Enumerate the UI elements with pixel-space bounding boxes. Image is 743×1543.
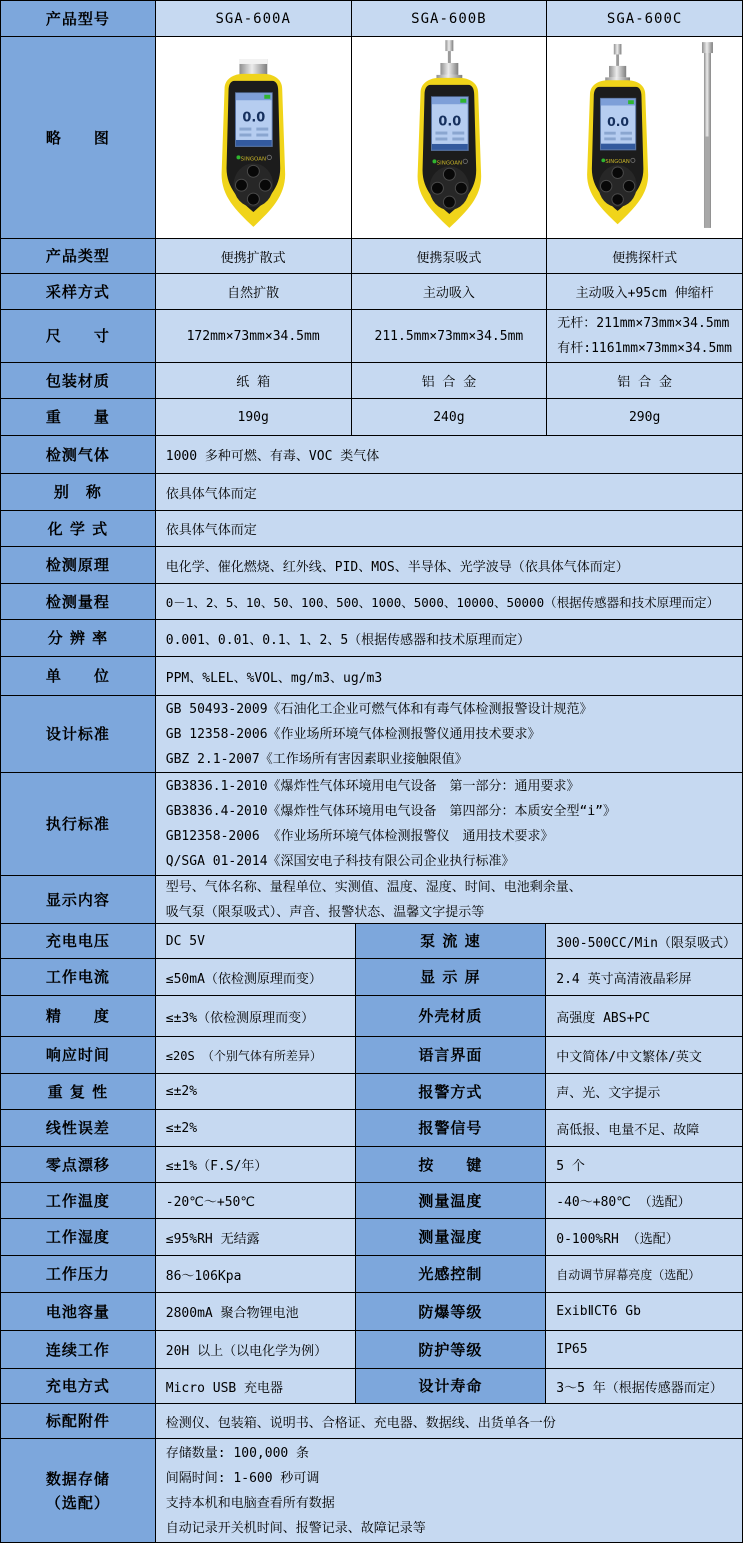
row-value [156, 773, 743, 876]
row-label [1, 1439, 156, 1543]
model-header-sga-600a: SGA-600A [156, 1, 352, 37]
brand-text: SINGOAN [240, 156, 266, 163]
row-value: 240g [352, 399, 548, 436]
table-header-row [1, 1, 743, 37]
spec-value: ≤±2% [156, 1074, 356, 1110]
table-row [1, 696, 743, 773]
brand-text: SINGOAN [436, 160, 462, 167]
spec-value: DC 5V [156, 924, 356, 959]
spec-label: 充电方式 [1, 1369, 156, 1404]
row-label: 检测量程 [1, 584, 156, 620]
row-value: 211.5mm×73mm×34.5mm [352, 310, 548, 363]
spec-label: 重 复 性 [1, 1074, 156, 1110]
spec-value: 中文简体/中文繁体/英文 [546, 1037, 743, 1074]
row-label: 分 辨 率 [1, 620, 156, 657]
spec-label: 响应时间 [1, 1037, 156, 1074]
storage-label-line: （选配） [45, 1493, 110, 1512]
spec-value: Micro USB 充电器 [156, 1369, 356, 1404]
product-image-sga-600b [352, 37, 548, 239]
table-row [1, 1369, 743, 1404]
spec-value: ≤50mA（依检测原理而变） [156, 959, 356, 996]
table-row [1, 996, 743, 1037]
display-content-line: 吸气泵（限泵吸式）、声音、报警状态、温馨文字提示等 [165, 904, 485, 920]
row-value: 依具体气体而定 [156, 511, 743, 547]
spec-value: ≤20S （个别气体有所差异） [156, 1037, 356, 1074]
spec-label: 零点漂移 [1, 1147, 156, 1183]
row-label: 重 量 [1, 399, 156, 436]
gas-detector-pump-image [352, 37, 547, 238]
table-row [1, 436, 743, 474]
storage-line: 支持本机和电脑查看所有数据 [165, 1495, 335, 1511]
row-label: 检测气体 [1, 436, 156, 474]
row-value: 自然扩散 [156, 274, 352, 310]
row-value: 172mm×73mm×34.5mm [156, 310, 352, 363]
spec-value: 3～5 年（根据传感器而定） [546, 1369, 743, 1404]
table-row [1, 1110, 743, 1147]
table-row [1, 1074, 743, 1110]
table-row [1, 1293, 743, 1331]
spec-value: 2800mA 聚合物锂电池 [156, 1293, 356, 1331]
spec-label: 工作电流 [1, 959, 156, 996]
row-label: 设计标准 [1, 696, 156, 773]
row-value: 便携扩散式 [156, 239, 352, 274]
gas-detector-probe-image [547, 37, 742, 238]
battery-icon [460, 99, 466, 103]
spec-value: ≤±1%（F.S/年） [156, 1147, 356, 1183]
row-label: 检测原理 [1, 547, 156, 584]
sketch-row [1, 37, 743, 239]
row-label: 尺 寸 [1, 310, 156, 363]
spec-label: 测量湿度 [356, 1219, 547, 1256]
table-row [1, 1037, 743, 1074]
spec-label: 充电电压 [1, 924, 156, 959]
row-value: 190g [156, 399, 352, 436]
spec-value: ≤±2% [156, 1110, 356, 1147]
table-row [1, 511, 743, 547]
row-value: 0.001、0.01、0.1、1、2、5（根据传感器和技术原理而定） [156, 620, 743, 657]
table-row [1, 1331, 743, 1369]
standard-line: GB3836.1-2010《爆炸性气体环境用电气设备 第一部分：通用要求》 [165, 779, 580, 794]
table-row [1, 1147, 743, 1183]
row-value: 290g [547, 399, 743, 436]
table-row [1, 1256, 743, 1293]
table-row [1, 584, 743, 620]
table-row [1, 876, 743, 924]
spec-value: ≤±3%（依检测原理而变） [156, 996, 356, 1037]
sketch-label: 略 图 [1, 37, 156, 239]
table-row [1, 547, 743, 584]
gas-detector-diffusion-image [156, 37, 351, 238]
row-value: 主动吸入 [352, 274, 548, 310]
row-label: 采样方式 [1, 274, 156, 310]
product-image-sga-600a [156, 37, 352, 239]
spec-label: 工作压力 [1, 1256, 156, 1293]
table-row [1, 1219, 743, 1256]
header-label: 产品型号 [1, 1, 156, 37]
row-value: 便携探杆式 [547, 239, 743, 274]
row-value [156, 876, 743, 924]
storage-line: 存储数量: 100,000 条 [165, 1445, 310, 1461]
row-value: 主动吸入+95cm 伸缩杆 [547, 274, 743, 310]
row-value: 铝 合 金 [547, 363, 743, 399]
row-value [156, 696, 743, 773]
row-value: 依具体气体而定 [156, 474, 743, 511]
standard-line: Q/SGA 01-2014《深国安电子科技有限公司企业执行标准》 [165, 854, 515, 869]
row-label: 标配附件 [1, 1404, 156, 1439]
row-label: 别 称 [1, 474, 156, 511]
spec-value: 高低报、电量不足、故障 [546, 1110, 743, 1147]
table-row [1, 474, 743, 511]
spec-value: -20℃～+50℃ [156, 1183, 356, 1219]
row-value [156, 1439, 743, 1543]
spec-label: 外壳材质 [356, 996, 547, 1037]
table-row [1, 657, 743, 696]
battery-icon [628, 100, 634, 104]
table-row [1, 773, 743, 876]
table-row [1, 274, 743, 310]
table-row [1, 399, 743, 436]
standard-line: GBZ 2.1-2007《工作场所有害因素职业接触限值》 [165, 751, 468, 767]
storage-label-line: 数据存储 [45, 1469, 110, 1488]
row-label: 单 位 [1, 657, 156, 696]
row-label: 化 学 式 [1, 511, 156, 547]
spec-value: ≤95%RH 无结露 [156, 1219, 356, 1256]
spec-label: 显 示 屏 [356, 959, 547, 996]
spec-value: 20H 以上（以电化学为例） [156, 1331, 356, 1369]
spec-value: 5 个 [546, 1147, 743, 1183]
row-label: 显示内容 [1, 876, 156, 924]
spec-value: 自动调节屏幕亮度（选配） [546, 1256, 743, 1293]
battery-icon [264, 95, 270, 99]
row-value: 检测仪、包装箱、说明书、合格证、充电器、数据线、出货单各一份 [156, 1404, 743, 1439]
spec-value: 高强度 ABS+PC [546, 996, 743, 1037]
spec-label: 防护等级 [356, 1331, 547, 1369]
row-value: 便携泵吸式 [352, 239, 548, 274]
spec-label: 连续工作 [1, 1331, 156, 1369]
spec-label: 报警方式 [356, 1074, 547, 1110]
model-header-sga-600b: SGA-600B [352, 1, 548, 37]
spec-value: 0-100%RH （选配） [546, 1219, 743, 1256]
table-row [1, 1404, 743, 1439]
display-content-line: 型号、气体名称、量程单位、实测值、温度、湿度、时间、电池剩余量、 [165, 879, 582, 895]
spec-value: IP65 [546, 1331, 743, 1369]
storage-line: 间隔时间: 1-600 秒可调 [165, 1470, 320, 1486]
dimension-line: 无杆：211mm×73mm×34.5mm [557, 316, 730, 331]
table-row [1, 363, 743, 399]
table-row [1, 1183, 743, 1219]
standard-line: GB3836.4-2010《爆炸性气体环境用电气设备 第四部分：本质安全型“i”》 [165, 804, 617, 819]
row-value: 铝 合 金 [352, 363, 548, 399]
spec-value: 声、光、文字提示 [546, 1074, 743, 1110]
spec-label: 线性误差 [1, 1110, 156, 1147]
row-value: 纸 箱 [156, 363, 352, 399]
spec-label: 精 度 [1, 996, 156, 1037]
table-row [1, 924, 743, 959]
row-value [547, 310, 743, 363]
model-header-sga-600c: SGA-600C [547, 1, 743, 37]
brand-text: SINGOAN [605, 159, 631, 166]
spec-value: 2.4 英寸高清液晶彩屏 [546, 959, 743, 996]
table-row [1, 959, 743, 996]
spec-value: -40～+80℃ （选配） [546, 1183, 743, 1219]
spec-value: ExibⅡCT6 Gb [546, 1293, 743, 1331]
screen-reading: 0.0 [242, 110, 266, 126]
table-row [1, 620, 743, 657]
screen-reading: 0.0 [437, 114, 461, 130]
standard-line: GB12358-2006 《作业场所环境气体检测报警仪 通用技术要求》 [165, 829, 554, 844]
row-value: 0－1、2、5、10、50、100、500、1000、5000、10000、50000（根据传感器和技术原理而定） [156, 584, 743, 620]
spec-label: 设计寿命 [356, 1369, 547, 1404]
spec-label: 光感控制 [356, 1256, 547, 1293]
row-label: 执行标准 [1, 773, 156, 876]
spec-label: 工作温度 [1, 1183, 156, 1219]
row-value: 电化学、催化燃烧、红外线、PID、MOS、半导体、光学波导（依具体气体而定） [156, 547, 743, 584]
standard-line: GB 12358-2006《作业场所环境气体检测报警仪通用技术要求》 [165, 726, 541, 742]
storage-line: 自动记录开关机时间、报警记录、故障记录等 [165, 1520, 426, 1536]
screen-reading: 0.0 [607, 114, 630, 130]
row-label: 产品类型 [1, 239, 156, 274]
dimension-line: 有杆:1161mm×73mm×34.5mm [557, 341, 732, 356]
spec-label: 语言界面 [356, 1037, 547, 1074]
product-image-sga-600c [547, 37, 743, 239]
row-value: PPM、%LEL、%VOL、mg/m3、ug/m3 [156, 657, 743, 696]
table-row [1, 310, 743, 363]
spec-label: 电池容量 [1, 1293, 156, 1331]
table-row [1, 1439, 743, 1543]
spec-label: 工作湿度 [1, 1219, 156, 1256]
row-value: 1000 多种可燃、有毒、VOC 类气体 [156, 436, 743, 474]
row-label: 包装材质 [1, 363, 156, 399]
standard-line: GB 50493-2009《石油化工企业可燃气体和有毒气体检测报警设计规范》 [165, 701, 593, 717]
spec-label: 泵 流 速 [356, 924, 547, 959]
spec-label: 防爆等级 [356, 1293, 547, 1331]
table-row [1, 239, 743, 274]
spec-label: 按 键 [356, 1147, 547, 1183]
spec-value: 86～106Kpa [156, 1256, 356, 1293]
spec-value: 300-500CC/Min（限泵吸式） [546, 924, 743, 959]
spec-label: 测量温度 [356, 1183, 547, 1219]
spec-label: 报警信号 [356, 1110, 547, 1147]
